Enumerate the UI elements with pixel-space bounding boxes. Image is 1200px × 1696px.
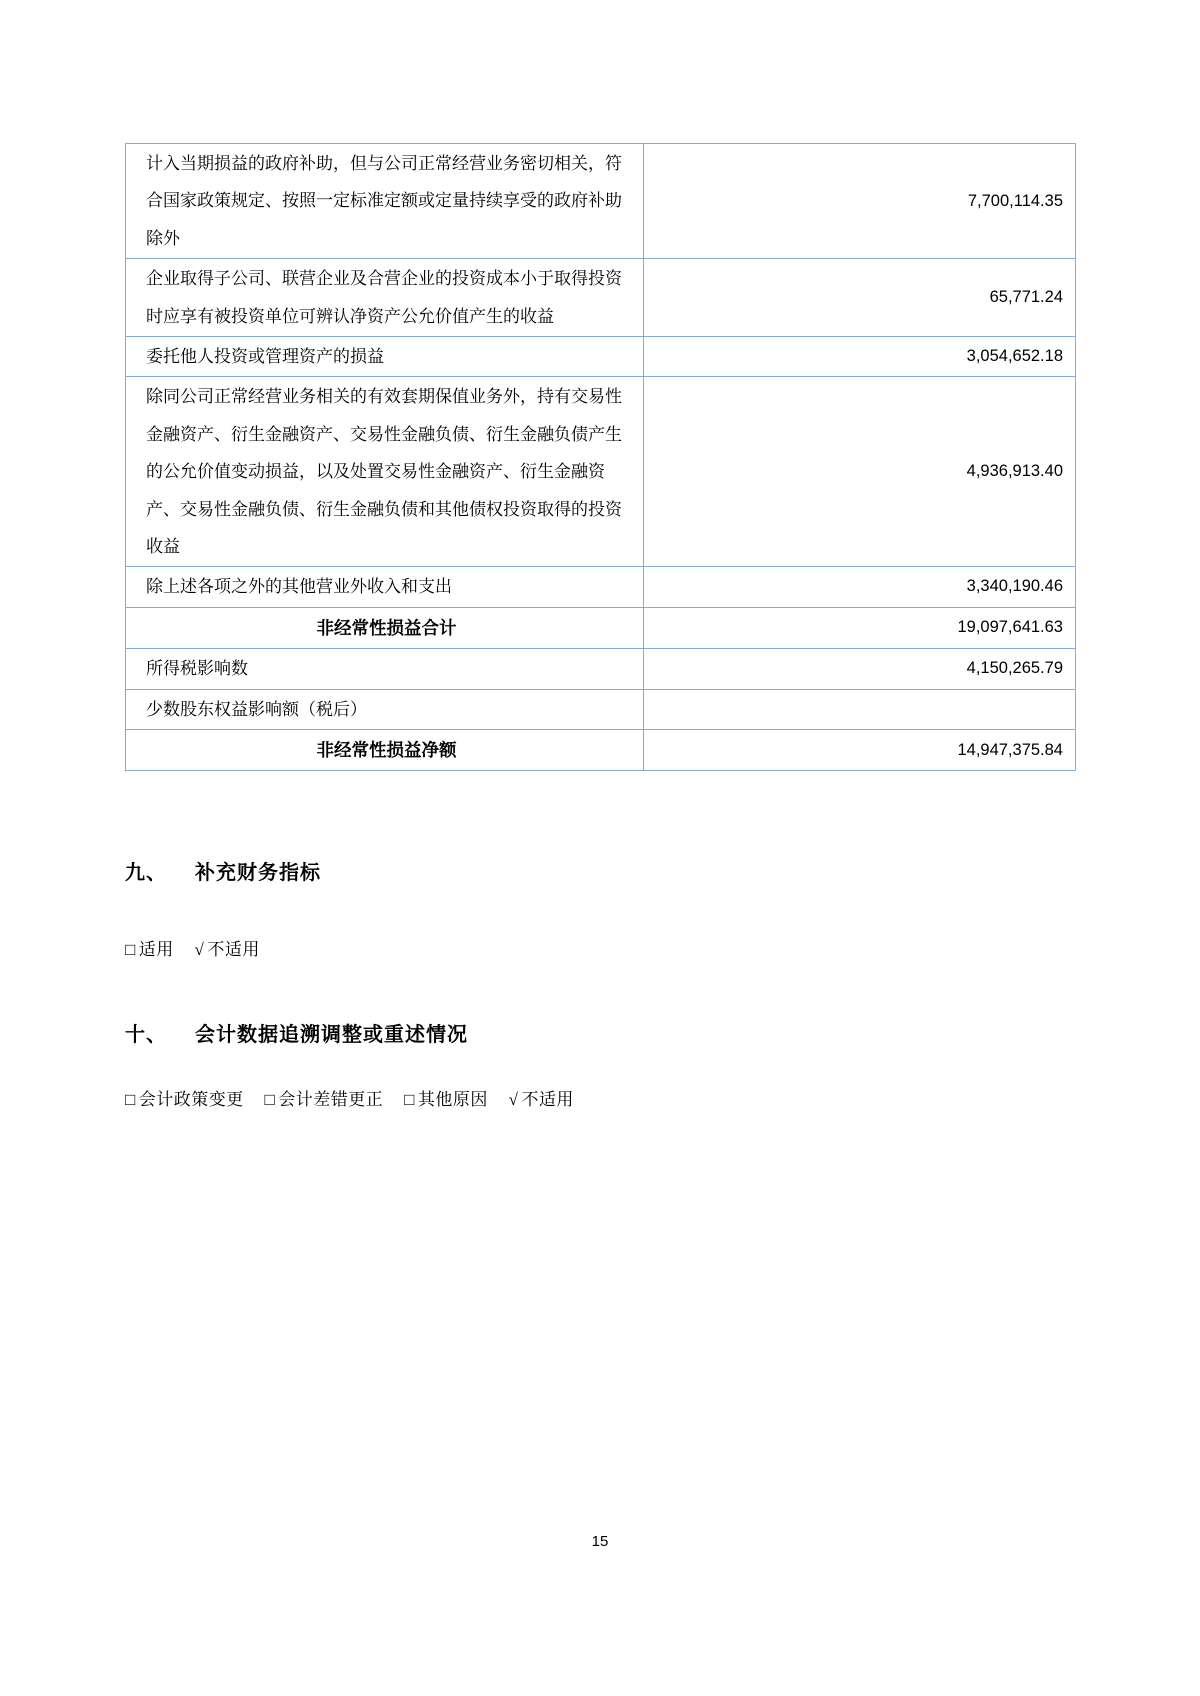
option-policy-change <box>125 1090 249 1109</box>
table-row-subtotal <box>126 607 1076 649</box>
table-row <box>126 144 1076 259</box>
check-icon: √ <box>508 1090 519 1110</box>
table-row <box>126 377 1076 567</box>
checkbox-icon: □ <box>125 940 136 960</box>
option-not-applicable <box>509 1090 574 1109</box>
section-title: 补充财务指标 <box>195 862 321 885</box>
row-label-cell: 非经常性损益净额 <box>126 729 644 771</box>
section-10-heading <box>125 1018 1075 1047</box>
section-9-heading <box>125 856 1075 885</box>
row-value-cell: 14,947,375.84 <box>644 729 1076 771</box>
option-label: 不适用 <box>521 1090 574 1110</box>
check-icon: √ <box>194 940 205 960</box>
page-number: 15 <box>591 1533 609 1550</box>
non-recurring-items-table <box>125 143 1076 771</box>
option-error-correction <box>265 1090 389 1109</box>
row-value-cell: 19,097,641.63 <box>644 607 1076 649</box>
row-value-cell: 3,054,652.18 <box>644 336 1076 376</box>
section-number: 十、 <box>125 1024 167 1047</box>
table-row <box>126 336 1076 376</box>
section-title: 会计数据追溯调整或重述情况 <box>195 1024 468 1047</box>
table-row-net-total <box>126 729 1076 771</box>
table-row <box>126 259 1076 337</box>
row-label-cell: 计入当期损益的政府补助，但与公司正常经营业务密切相关，符合国家政策规定、按照一定标准定额或定量持续享受的政府补助除外 <box>126 144 644 259</box>
checkbox-icon: □ <box>125 1090 136 1110</box>
row-label-cell: 少数股东权益影响额（税后） <box>126 689 644 729</box>
row-value-cell: 4,150,265.79 <box>644 649 1076 689</box>
row-label-cell: 非经常性损益合计 <box>126 607 644 649</box>
row-label-cell: 委托他人投资或管理资产的损益 <box>126 336 644 376</box>
section-number: 九、 <box>125 862 167 885</box>
row-label-cell: 企业取得子公司、联营企业及合营企业的投资成本小于取得投资时应享有被投资单位可辨认净资产公允价值产生的收益 <box>126 259 644 337</box>
option-label: 会计政策变更 <box>138 1090 244 1110</box>
row-label-cell: 除同公司正常经营业务相关的有效套期保值业务外，持有交易性金融资产、衍生金融资产、交易性金融负债、衍生金融负债产生的公允价值变动损益，以及处置交易性金融资产、衍生金融资产、交易性金融负债、衍生金融负债和其他债权投资取得的投资收益 <box>126 377 644 567</box>
option-not-applicable <box>195 940 260 959</box>
row-value-cell: 4,936,913.40 <box>644 377 1076 567</box>
row-value-cell: 65,771.24 <box>644 259 1076 337</box>
option-label: 适用 <box>138 940 174 960</box>
table-row <box>126 649 1076 689</box>
row-label-cell: 除上述各项之外的其他营业外收入和支出 <box>126 567 644 607</box>
checkbox-icon: □ <box>264 1090 276 1110</box>
checkbox-icon: □ <box>404 1090 415 1110</box>
row-value-cell: 3,340,190.46 <box>644 567 1076 607</box>
option-label: 不适用 <box>207 940 260 960</box>
row-value-cell <box>644 689 1076 729</box>
table-row <box>126 567 1076 607</box>
option-label: 会计差错更正 <box>278 1090 384 1110</box>
option-label: 其他原因 <box>417 1090 488 1110</box>
option-applicable <box>125 940 179 959</box>
table-row <box>126 689 1076 729</box>
section-9-options <box>125 935 1075 960</box>
row-value-cell: 7,700,114.35 <box>644 144 1076 259</box>
option-other-reason <box>404 1090 493 1109</box>
row-label-cell: 所得税影响数 <box>126 649 644 689</box>
section-10-options <box>125 1085 1075 1110</box>
